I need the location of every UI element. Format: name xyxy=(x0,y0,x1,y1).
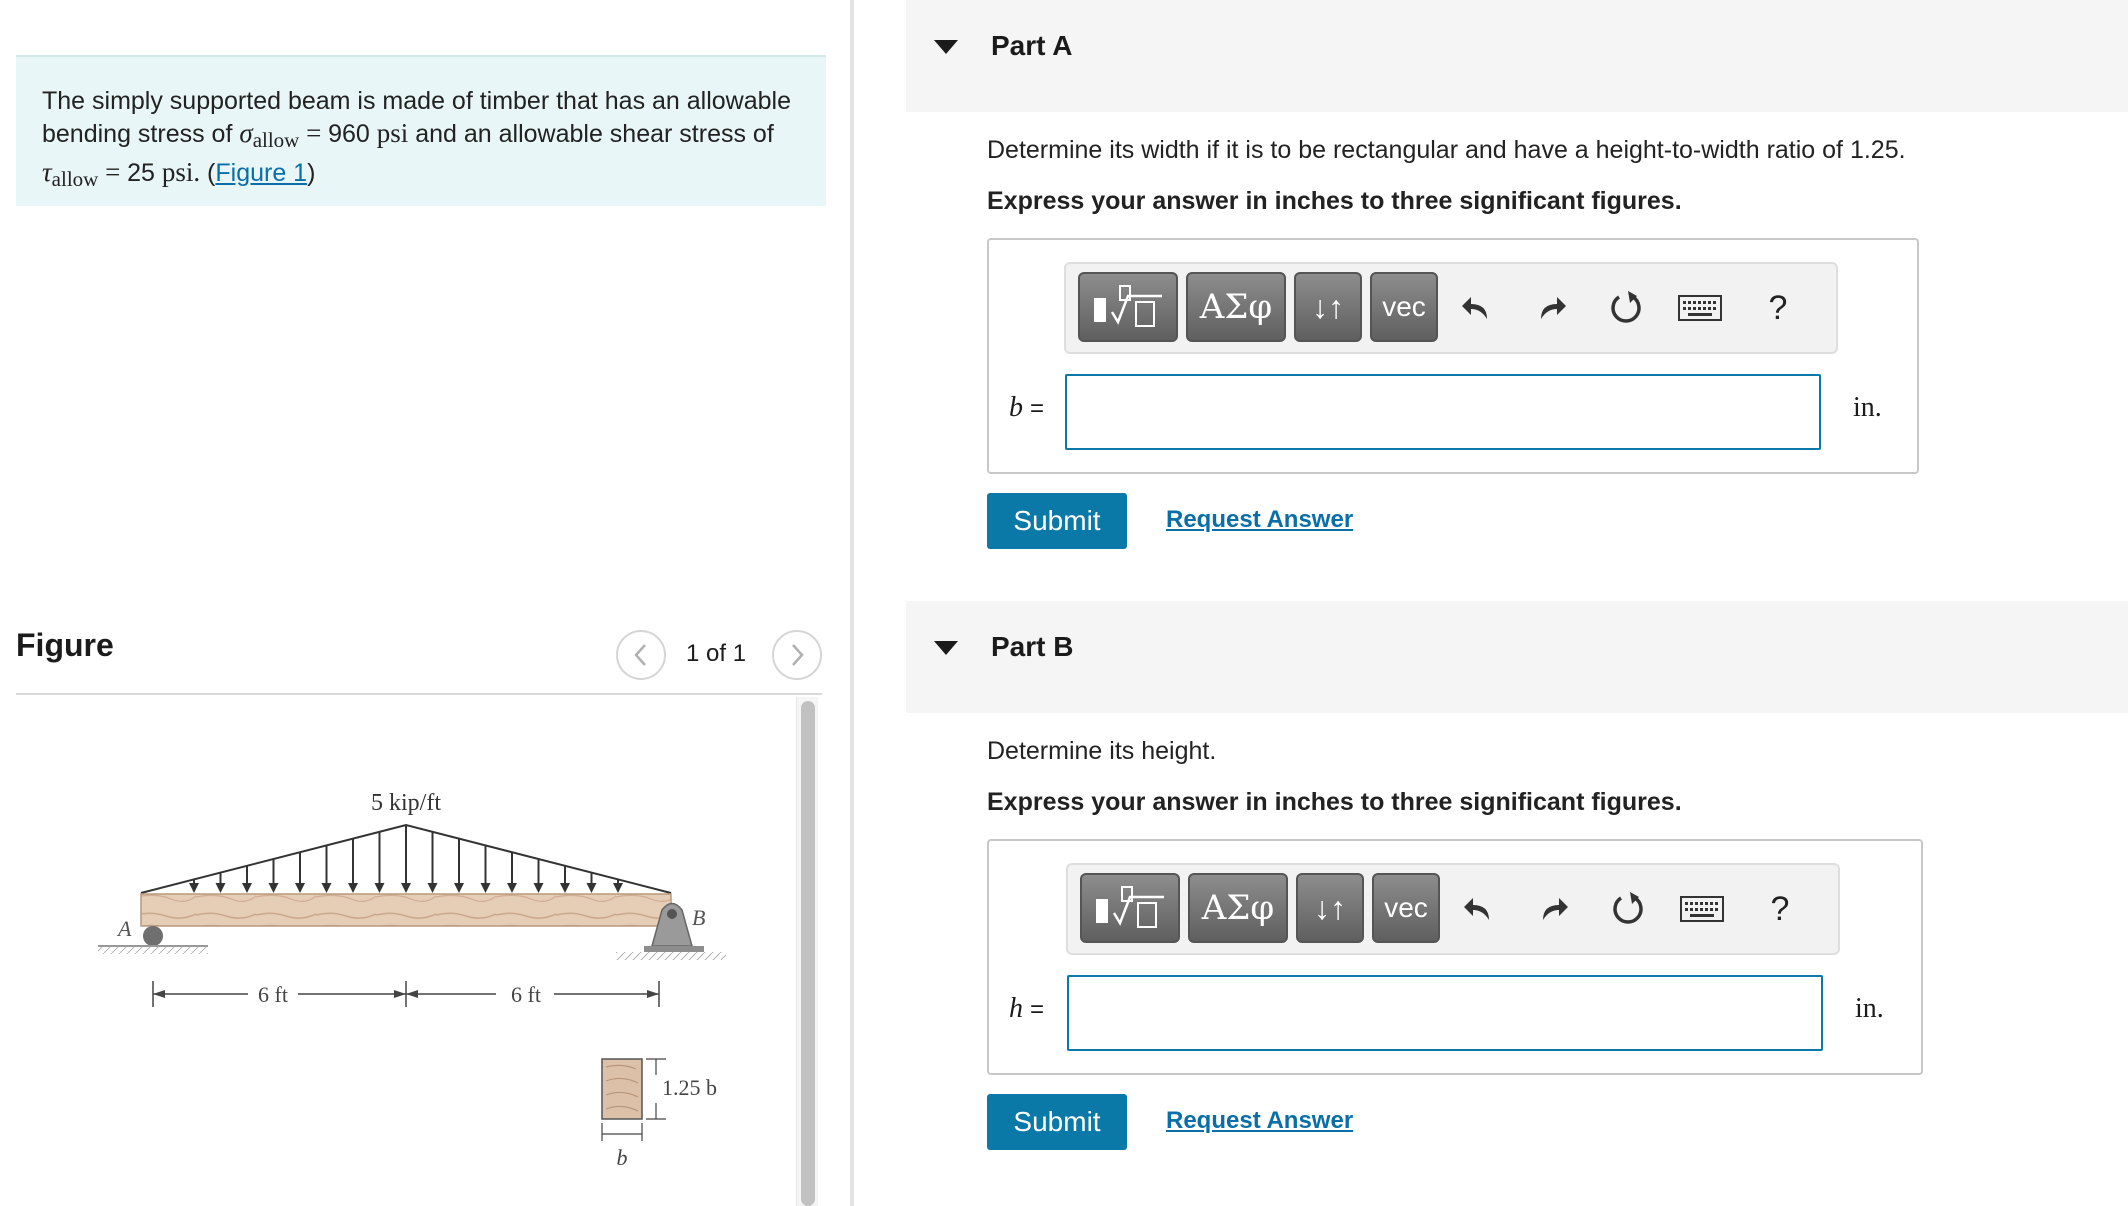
part-a-answer-box xyxy=(987,238,1919,474)
left-pane xyxy=(0,0,850,1206)
templates-icon xyxy=(1088,282,1168,332)
figure-next-button[interactable] xyxy=(772,630,822,680)
part-b-submit-button[interactable]: Submit xyxy=(987,1094,1127,1150)
tau-value: 25 xyxy=(127,159,155,187)
undo-button[interactable] xyxy=(1452,883,1504,935)
help-button[interactable]: ? xyxy=(1768,288,1788,327)
greek-symbols-button[interactable]: ΑΣφ xyxy=(1188,873,1288,943)
problem-text-before: The simply supported beam is made of timber that has an allowable bending stress of xyxy=(42,87,791,148)
part-b-request-answer-link[interactable]: Request Answer xyxy=(1166,1107,1354,1134)
undo-icon xyxy=(1461,892,1495,926)
load-arrow-head xyxy=(375,883,385,893)
part-b-variable-label: h = xyxy=(1009,993,1045,1024)
problem-statement: The simply supported beam is made of timber that has an allowable bending stress of $\sigma_{allow} = 960$ psi and an allowable shear stress of $\tau_{allow} = 25$ psi. (Figure 1) xyxy=(16,55,826,206)
support-a-label: A xyxy=(118,916,132,941)
psi-unit-end: psi. xyxy=(161,157,201,187)
load-arrow-head xyxy=(613,883,623,893)
load-label: 5 kip/ft xyxy=(371,790,441,816)
help-button[interactable]: ? xyxy=(1770,889,1790,928)
width-label: b xyxy=(616,1145,628,1170)
figure-scrollbar[interactable] xyxy=(796,697,818,1206)
span-left-label: 6 ft xyxy=(258,982,288,1007)
load-arrow-head xyxy=(534,883,544,893)
part-b-answer-box xyxy=(987,839,1923,1075)
part-a-question: Determine its width if it is to be rectangular and have a height-to-width ratio of 1.25. xyxy=(987,136,1906,164)
caret-down-icon[interactable] xyxy=(934,641,958,655)
part-a-math-toolbar xyxy=(1064,262,1838,354)
templates-icon xyxy=(1090,883,1170,933)
part-b-unit: in. xyxy=(1855,993,1884,1024)
subscript-superscript-button[interactable]: ↓↑ xyxy=(1294,272,1362,342)
part-b-instruction: Express your answer in inches to three significant figures. xyxy=(987,788,1682,816)
psi-unit: psi xyxy=(376,118,409,148)
keyboard-button[interactable] xyxy=(1676,883,1728,935)
part-b-title: Part B xyxy=(991,631,1074,662)
load-arrow-head xyxy=(428,883,438,893)
redo-icon xyxy=(1537,892,1571,926)
height-label: 1.25 b xyxy=(662,1075,717,1100)
part-a-header[interactable] xyxy=(906,0,2128,112)
vector-button[interactable]: vec xyxy=(1370,272,1438,342)
part-b-question: Determine its height. xyxy=(987,737,1217,765)
vector-button[interactable]: vec xyxy=(1372,873,1440,943)
timber-beam xyxy=(141,894,671,926)
load-arrow-head xyxy=(560,883,570,893)
keyboard-icon xyxy=(1680,896,1724,922)
sigma-allow: $\sigma_{allow}$ = xyxy=(239,118,322,152)
load-arrow-head xyxy=(587,883,597,893)
load-arrow-head xyxy=(189,883,199,893)
keyboard-button[interactable] xyxy=(1674,282,1726,334)
reset-button[interactable] xyxy=(1602,883,1654,935)
caret-down-icon[interactable] xyxy=(934,40,958,54)
greek-symbols-button[interactable]: ΑΣφ xyxy=(1186,272,1286,342)
ground-b xyxy=(616,952,726,960)
load-arrow-head xyxy=(269,883,279,893)
templates-button[interactable] xyxy=(1080,873,1180,943)
span-right-label: 6 ft xyxy=(511,982,541,1007)
ground-a xyxy=(98,946,208,954)
problem-text-middle: and an allowable shear stress of xyxy=(415,120,774,148)
subscript-superscript-button[interactable]: ↓↑ xyxy=(1296,873,1364,943)
figure-header xyxy=(16,620,822,695)
part-a-submit-button[interactable]: Submit xyxy=(987,493,1127,549)
reset-icon xyxy=(1606,288,1646,328)
beam-diagram xyxy=(16,697,796,1206)
figure-link[interactable]: Figure 1 xyxy=(215,159,308,187)
part-a-instruction: Express your answer in inches to three significant figures. xyxy=(987,187,1682,215)
redo-button[interactable] xyxy=(1528,883,1580,935)
load-arrow-head xyxy=(348,883,358,893)
chevron-left-icon xyxy=(631,642,651,668)
part-a-variable-label: b = xyxy=(1009,392,1045,423)
undo-icon xyxy=(1459,291,1493,325)
load-arrow-head xyxy=(322,883,332,893)
part-a-unit: in. xyxy=(1853,392,1882,423)
templates-button[interactable] xyxy=(1078,272,1178,342)
support-a-roller xyxy=(143,926,163,946)
load-arrow-head xyxy=(507,883,517,893)
part-a-request-answer-link[interactable]: Request Answer xyxy=(1166,506,1354,533)
reset-button[interactable] xyxy=(1600,282,1652,334)
part-b-math-toolbar xyxy=(1066,863,1840,955)
redo-icon xyxy=(1535,291,1569,325)
part-b-header[interactable] xyxy=(906,601,2128,713)
load-arrow-head xyxy=(454,883,464,893)
figure-scrollbar-thumb[interactable] xyxy=(801,701,815,1206)
figure-counter: 1 of 1 xyxy=(686,640,747,667)
load-arrow-head xyxy=(401,883,411,893)
sigma-value: 960 xyxy=(328,120,370,148)
part-a-answer-input[interactable] xyxy=(1065,374,1821,450)
load-arrow-head xyxy=(481,883,491,893)
tau-allow: $\tau_{allow}$ = xyxy=(42,157,121,191)
beam-figure xyxy=(16,697,796,1206)
keyboard-icon xyxy=(1678,295,1722,321)
load-arrow-head xyxy=(295,883,305,893)
redo-button[interactable] xyxy=(1526,282,1578,334)
undo-button[interactable] xyxy=(1450,282,1502,334)
part-a-title: Part A xyxy=(991,30,1073,61)
figure-prev-button[interactable] xyxy=(616,630,666,680)
load-arrow-head xyxy=(216,883,226,893)
load-arrow-head xyxy=(242,883,252,893)
load-arrows xyxy=(189,825,623,893)
chevron-right-icon xyxy=(787,642,807,668)
part-b-answer-input[interactable] xyxy=(1067,975,1823,1051)
pane-divider[interactable] xyxy=(850,0,854,1206)
reset-icon xyxy=(1608,889,1648,929)
support-b-label: B xyxy=(692,905,706,930)
figure-title: Figure xyxy=(16,627,114,663)
